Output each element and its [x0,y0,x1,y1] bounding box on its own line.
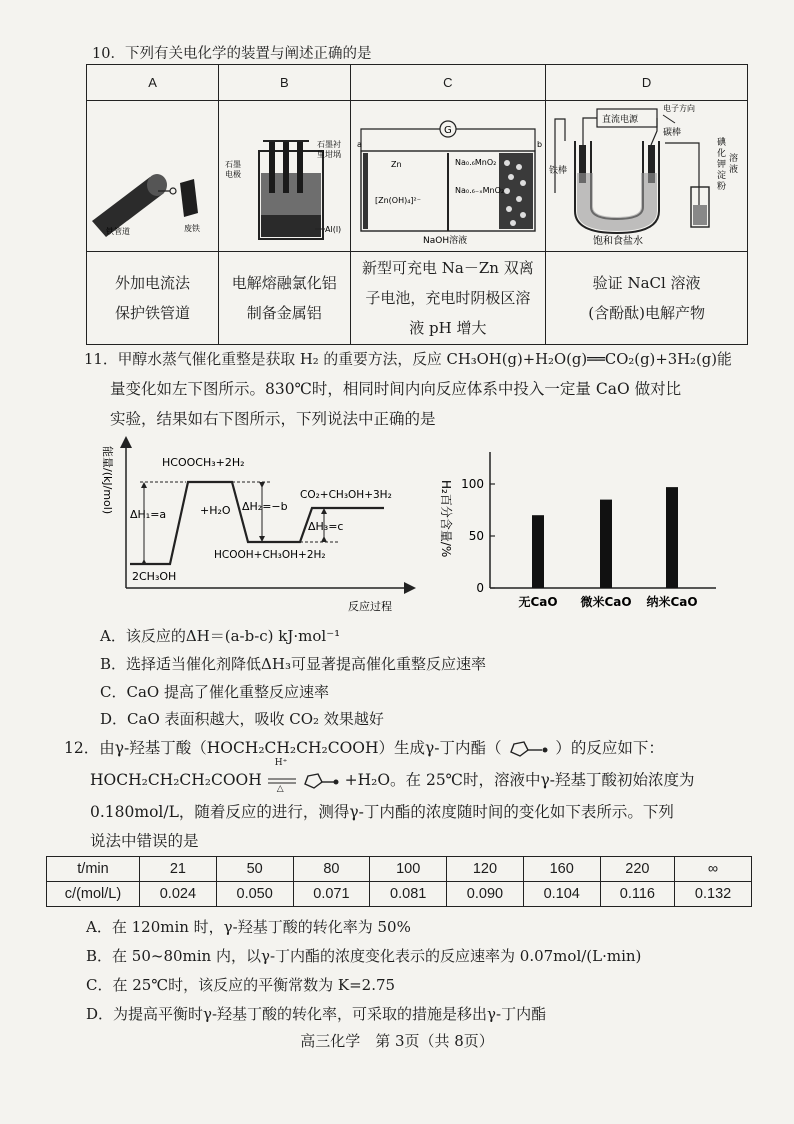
q10-stem: 10．下列有关电化学的装置与阐述正确的是 [92,46,372,62]
x-tick-label: 微米CaO [580,595,632,609]
q10-desc-b [219,252,350,345]
table-row [47,857,752,882]
graphite-electrode-label-1: 石墨 [225,160,242,169]
butyrolactone-structure-icon [506,740,550,758]
table-cell: 0.050 [216,882,293,907]
table-cell: 120 [447,857,524,882]
table-cell: 0.132 [675,882,752,907]
q12-option-b: B．在 50~80min 内，以γ-丁内酯的浓度变化表示的反应速率为 0.07mol/(L·min) [86,947,642,965]
table-cell: 0.024 [140,882,217,907]
delta-h2-label: ΔH₂=−b [242,500,288,513]
zinc-complex-label: [Zn(OH)₄]²⁻ [374,196,421,205]
q10-figure-b [219,101,350,252]
delta-h1-label: ΔH₁=a [130,508,167,521]
q11-line-3: 实验，结果如右下图所示，下列说法中正确的是 [110,410,436,428]
butyrolactone-product-icon [302,772,340,790]
dc-power-label: 直流电源 [601,115,638,125]
q12-line-1-text-b: ）的反应如下： [555,739,664,757]
graphite-electrode-label-2: 电极 [225,170,242,179]
reaction-path-label: 反应过程 [348,600,392,613]
ki-starch-label-5: 粉 [716,182,726,192]
q12-line-1-text-a: 12．由γ-羟基丁酸（HOCH₂CH₂CH₂COOH）生成γ-丁内酯（ [64,739,502,757]
table-cell: t/min [47,857,140,882]
delta-h3-label: ΔH₃=c [308,520,344,533]
ki-starch-label-1: 碘 [716,138,726,148]
bar [666,487,678,588]
pipe-protection-diagram [88,101,218,247]
h2-content-bar-chart [432,440,732,620]
crucible-label-1: 石墨衬 [317,140,342,149]
table-cell: 80 [293,857,370,882]
q10-header-b: B [219,65,350,101]
desc-d-line-2: (含酚酞)电解产物 [588,304,705,322]
discharged-material-label: Na₀.₆₋ₓMnO₂ [454,186,504,195]
desc-b-line-2: 制备金属铝 [246,304,322,322]
ki-starch-label-4: 淀 [716,171,726,181]
energy-axis-label: 能量/(kJ/mol) [101,446,114,515]
q12-line-2-text: +H₂O。在 25℃时，溶液中γ-羟基丁酸初始浓度为 [344,771,695,789]
ki-starch-label-2: 化 [716,149,726,159]
desc-a-line-2: 保护铁管道 [115,304,191,322]
q12-table [46,856,752,907]
page-footer: 高三化学 第 3页（共 8页） [300,1032,494,1050]
naoh-solution-label: NaOH溶液 [422,236,467,246]
q12-line-1 [64,736,664,758]
desc-a-line-1: 外加电流法 [115,274,191,292]
iron-rod-label: 铁棒 [548,166,567,176]
reaction-arrow [267,758,297,794]
q11-option-b: B．选择适当催化剂降低ΔH₃可显著提高催化重整反应速率 [100,655,486,673]
q10-header-c: C [350,65,546,101]
x-tick-label: 纳米CaO [646,595,698,609]
q12-line-3: 0.180mol/L，随着反应的进行，测得γ-丁内酯的浓度随时间的变化如下表所示。下列 [90,803,674,821]
q11-line-2: 量变化如左下图所示。830℃时，相同时间内向反应体系中投入一定量 CaO 做对比 [110,380,682,398]
q10-desc-c [350,252,546,345]
table-cell: ∞ [675,857,752,882]
q10-table [86,64,748,345]
energy-label-add-water: +H₂O [200,504,231,517]
q12-line-2 [90,758,695,794]
desc-d-line-1: 验证 NaCl 溶液 [592,274,701,292]
q10-figure-a [87,101,219,252]
bar [600,500,612,588]
energy-label-product: CO₂+CH₃OH+3H₂ [300,489,392,501]
q10-header-d: D [546,65,748,101]
crucible-label-2: 里坩埚 [317,150,342,159]
al-liquid-label: Al(l) [325,225,342,234]
table-cell: 50 [216,857,293,882]
q11-option-a: A．该反应的ΔH＝(a-b-c) kJ·mol⁻¹ [100,627,341,645]
chart-y-axis-label: H₂百分含量/% [439,480,453,558]
brine-label: 饱和食盐水 [592,236,643,247]
ki-starch-label-6: 溶 [728,154,738,164]
table-cell: 0.081 [370,882,447,907]
zn-label: Zn [390,160,402,169]
table-cell: c/(mol/L) [47,882,140,907]
electrode-b-label: b [536,140,542,149]
table-cell: 220 [600,857,675,882]
energy-label-intermediate-1: HCOOCH₃+2H₂ [162,456,245,469]
galvanometer-label: G [443,125,452,136]
table-cell: 0.071 [293,882,370,907]
energy-profile-diagram [100,436,420,618]
q10-desc-d [546,252,748,345]
bar [532,515,544,588]
x-tick-label: 无CaO [518,595,558,609]
q10-figure-d [546,101,748,252]
q10-header-a: A [87,65,219,101]
q12-option-c: C．在 25℃时，该反应的平衡常数为 K=2.75 [86,976,396,994]
table-cell: 0.090 [447,882,524,907]
electron-direction-label: 电子方向 [662,104,695,113]
scrap-iron-label: 废铁 [183,224,200,233]
y-tick-label: 100 [461,477,484,491]
q12-option-d: D．为提高平衡时γ-羟基丁酸的转化率，可采取的措施是移出γ-丁内酯 [86,1005,547,1023]
table-cell: 21 [140,857,217,882]
q10-figure-c [350,101,546,252]
y-tick-label: 0 [476,581,484,595]
cathode-material-label: Na₀.₆MnO₂ [454,158,497,167]
desc-c-line-1: 新型可充电 Na－Zn 双离 [362,259,534,277]
desc-c-line-3: 液 pH 增大 [409,319,487,337]
nacl-electrolysis-diagram [547,101,747,247]
q10-desc-a [87,252,219,345]
q11-option-d: D．CaO 表面积越大，吸收 CO₂ 效果越好 [100,710,384,728]
carbon-rod-label: 碳棒 [662,128,681,138]
catalyst-label: H⁺ [274,758,288,768]
table-row [47,882,752,907]
energy-label-reactant: 2CH₃OH [132,570,177,583]
q12-reactant-formula: HOCH₂CH₂CH₂COOH [90,771,262,789]
table-cell: 100 [370,857,447,882]
alcl3-electrolysis-diagram [219,101,349,247]
q12-line-4: 说法中错误的是 [90,832,199,850]
y-tick-label: 50 [468,529,484,543]
q11-option-c: C．CaO 提高了催化重整反应速率 [100,683,329,701]
desc-b-line-1: 电解熔融氯化铝 [231,274,337,292]
heat-label: △ [276,784,284,794]
table-cell: 160 [523,857,600,882]
ki-starch-label-7: 液 [728,165,738,175]
ki-starch-label-3: 钾 [716,160,726,170]
electrode-a-label: a [356,140,362,149]
pipe-label: 铁管道 [105,227,130,236]
q12-option-a: A．在 120min 时，γ-羟基丁酸的转化率为 50% [86,918,411,936]
energy-label-intermediate-2: HCOOH+CH₃OH+2H₂ [214,549,326,561]
desc-c-line-2: 子电池，充电时阴极区溶 [365,289,531,307]
na-zn-battery-diagram [351,101,545,247]
table-cell: 0.104 [523,882,600,907]
q11-line-1: 11．甲醇水蒸气催化重整是获取 H₂ 的重要方法，反应 CH₃OH(g)+H₂O(g)══CO₂(g)+3H₂(g)能 [84,351,732,368]
table-cell: 0.116 [600,882,675,907]
